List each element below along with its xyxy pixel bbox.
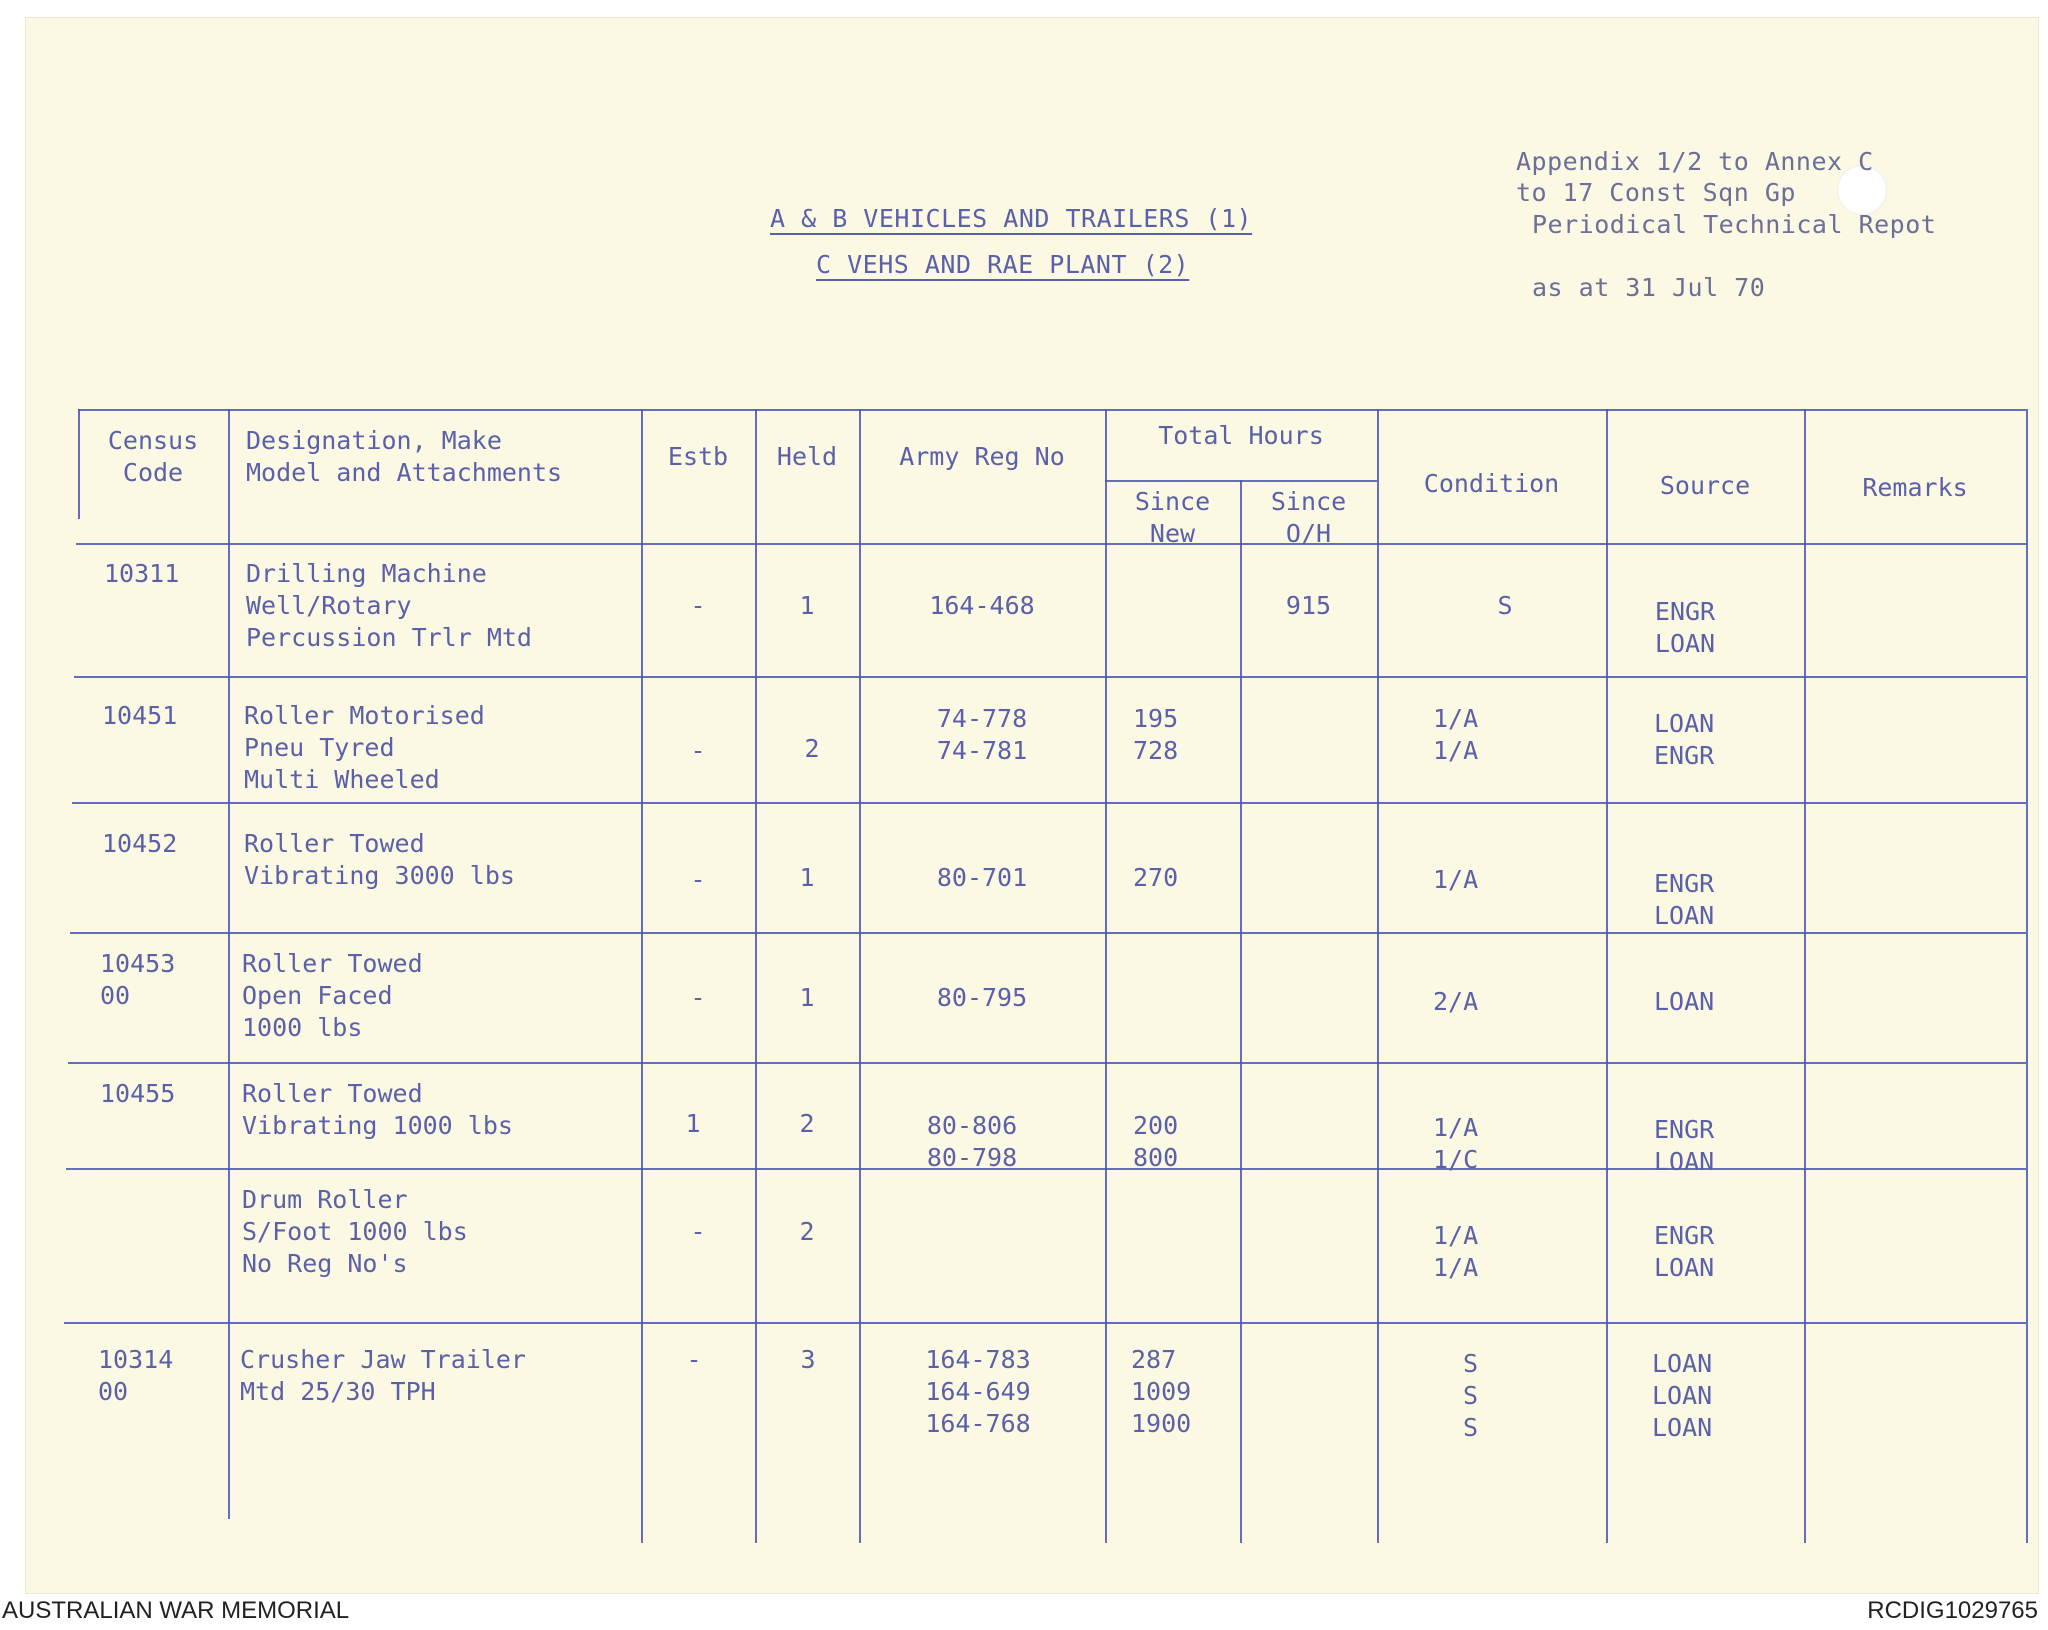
cell-source: LOAN: [1654, 987, 1715, 1016]
cell-estb: -: [690, 983, 706, 1012]
cell-estb: -: [690, 591, 706, 620]
cell-designation: Crusher Jaw Trailer Mtd 25/30 TPH: [240, 1345, 526, 1406]
cell-estb: 1: [685, 1109, 701, 1138]
grid-col-divider: [1240, 480, 1242, 1543]
grid-header-bottom: [76, 543, 2026, 545]
cell-held: 1: [799, 983, 815, 1012]
appendix-line-2: to 17 Const Sqn Gp: [1516, 178, 1796, 207]
header-held: Held: [776, 442, 838, 471]
grid-col-divider: [1105, 409, 1107, 1543]
cell-since-new: 200 800: [1133, 1111, 1179, 1172]
cell-since-oh: 915: [1285, 591, 1332, 620]
cell-held: 3: [800, 1345, 816, 1374]
cell-source: LOAN LOAN LOAN: [1652, 1349, 1713, 1442]
grid-row-divider: [64, 1322, 2026, 1324]
appendix-line-3: Periodical Technical Repot: [1532, 210, 1937, 239]
cell-held: 2: [804, 734, 820, 763]
header-census-code: Census Code: [107, 426, 199, 487]
cell-census-code: 10453 00: [100, 949, 176, 1010]
archive-credit: AUSTRALIAN WAR MEMORIAL: [2, 1597, 350, 1624]
appendix-line-1: Appendix 1/2 to Annex C: [1516, 147, 1874, 176]
cell-estb: -: [690, 736, 706, 765]
cell-condition: 1/A 1/A: [1433, 1221, 1479, 1282]
cell-designation: Roller Towed Vibrating 3000 lbs: [244, 829, 515, 890]
grid-row-divider: [72, 802, 2026, 804]
cell-condition: 1/A 1/C: [1433, 1113, 1479, 1174]
grid-row-divider: [70, 932, 2026, 934]
archive-id: RCDIG1029765: [1867, 1597, 2038, 1624]
cell-census-code: 10311: [104, 559, 180, 588]
header-army-reg-no: Army Reg No: [899, 442, 1065, 471]
cell-census-code: 10314 00: [98, 1345, 174, 1406]
grid-col-divider: [1606, 409, 1608, 1543]
grid-row-divider: [68, 1062, 2026, 1064]
cell-held: 2: [799, 1109, 815, 1138]
grid-top-border: [78, 409, 2026, 411]
cell-army-reg-no: 80-806 80-798: [926, 1111, 1018, 1172]
cell-source: LOAN ENGR: [1654, 709, 1715, 770]
cell-army-reg-no: 164-783 164-649 164-768: [925, 1345, 1031, 1438]
cell-condition: S S S: [1463, 1349, 1479, 1442]
cell-census-code: 10452: [102, 829, 178, 858]
cell-held: 1: [799, 863, 815, 892]
cell-army-reg-no: 80-795: [936, 983, 1028, 1012]
grid-col-divider: [228, 409, 230, 1519]
cell-source: ENGR LOAN: [1654, 1221, 1715, 1282]
cell-held: 1: [799, 591, 815, 620]
cell-designation: Roller Towed Open Faced 1000 lbs: [242, 949, 423, 1042]
cell-source: ENGR LOAN: [1654, 1115, 1715, 1176]
header-estb: Estb: [667, 442, 729, 471]
header-since-new: Since New: [1134, 487, 1211, 548]
cell-since-new: 195 728: [1133, 704, 1179, 765]
grid-col-divider: [1804, 409, 1806, 1543]
grid-right-border: [2026, 409, 2028, 1543]
cell-condition: 1/A: [1433, 865, 1479, 894]
cell-since-new: 270: [1133, 863, 1179, 892]
header-source: Source: [1659, 471, 1751, 500]
cell-census-code: 10455: [100, 1079, 176, 1108]
cell-condition: S: [1497, 591, 1513, 620]
cell-source: ENGR LOAN: [1654, 869, 1715, 930]
header-condition: Condition: [1423, 469, 1560, 498]
header-since-oh: Since O/H: [1270, 487, 1347, 548]
cell-estb: -: [690, 865, 706, 894]
cell-army-reg-no: 74-778 74-781: [936, 704, 1028, 765]
header-remarks: Remarks: [1862, 473, 1968, 502]
grid-row-divider: [74, 676, 2026, 678]
cell-designation: Drilling Machine Well/Rotary Percussion Trlr Mtd: [246, 559, 532, 652]
cell-army-reg-no: 164-468: [929, 591, 1035, 620]
cell-designation: Roller Motorised Pneu Tyred Multi Wheeled: [244, 701, 485, 794]
header-total-hours: Total Hours: [1158, 421, 1324, 450]
cell-condition: 2/A: [1433, 987, 1479, 1016]
as-at-date: as at 31 Jul 70: [1532, 273, 1766, 302]
cell-held: 2: [799, 1217, 815, 1246]
cell-since-new: 287 1009 1900: [1131, 1345, 1192, 1438]
cell-army-reg-no: 80-701: [936, 863, 1028, 892]
grid-col-divider: [1377, 409, 1379, 1543]
cell-estb: -: [690, 1217, 706, 1246]
cell-source: ENGR LOAN: [1654, 597, 1716, 658]
title-line-1: A & B VEHICLES AND TRAILERS (1): [770, 204, 1253, 233]
cell-estb: -: [686, 1345, 702, 1374]
cell-census-code: 10451: [102, 701, 178, 730]
cell-condition: 1/A 1/A: [1433, 704, 1479, 765]
title-line-2: C VEHS AND RAE PLANT (2): [816, 250, 1190, 279]
cell-designation: Drum Roller S/Foot 1000 lbs No Reg No's: [242, 1185, 468, 1278]
header-designation: Designation, Make Model and Attachments: [246, 426, 563, 487]
cell-designation: Roller Towed Vibrating 1000 lbs: [242, 1079, 513, 1140]
